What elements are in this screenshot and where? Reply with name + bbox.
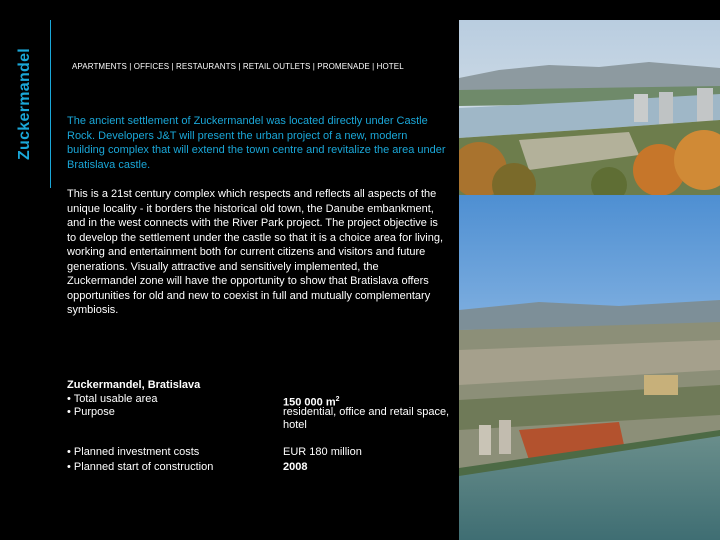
fact-label: • Total usable area: [67, 392, 158, 405]
fact-row: [67, 461, 457, 474]
fact-label: • Purpose: [67, 405, 115, 418]
vertical-title-text: Zuckermandel: [16, 47, 33, 161]
fact-label: • Planned investment costs: [67, 445, 200, 458]
aerial-city-photo: [459, 195, 720, 540]
fact-row: [67, 446, 457, 459]
fact-value-sup: 2: [335, 395, 340, 403]
fact-row: [67, 406, 457, 446]
fact-value: EUR 180 million: [283, 445, 362, 458]
riverbank-photo: [459, 20, 720, 207]
title-divider: [50, 20, 51, 188]
fact-value-text: 150 000 m: [283, 396, 336, 409]
photo-collage: [459, 20, 720, 540]
facts-heading: Zuckermandel, Bratislava: [67, 379, 201, 391]
category-nav: APARTMENTS | OFFICES | RESTAURANTS | RETAIL OUTLETS | PROMENADE | HOTEL: [72, 62, 404, 71]
fact-row: [67, 392, 457, 409]
photo-column: [459, 20, 720, 540]
fact-label: • Planned start of construction: [67, 460, 214, 473]
vertical-title: [0, 20, 50, 188]
fact-value: residential, office and retail space, hotel: [283, 405, 450, 431]
intro-paragraph: The ancient settlement of Zuckermandel was located directly under Castle Rock. Developers J&T will present the urban project of a new, modern building complex that will extend the town centre and revitalize the area under Bratislava castle.: [67, 115, 446, 171]
fact-value: 2008: [283, 460, 308, 473]
project-facts: [67, 379, 457, 474]
body-paragraph: This is a 21st century complex which respects and reflects all aspects of the unique locality - it borders the historical old town, the Danube embankment, and in the west connects with the River Park project. The project objective is to develop the settlement under the castle so that it is a choice area for living, working and entertainment both for current citizens and visitors and future generations. Visually attractive and sensitively implemented, the Zuckermandel zone will have the opportunity to show that Bratislava offers opportunities for old and new to coexist in full and mutually complementary symbiosis.: [67, 188, 444, 316]
